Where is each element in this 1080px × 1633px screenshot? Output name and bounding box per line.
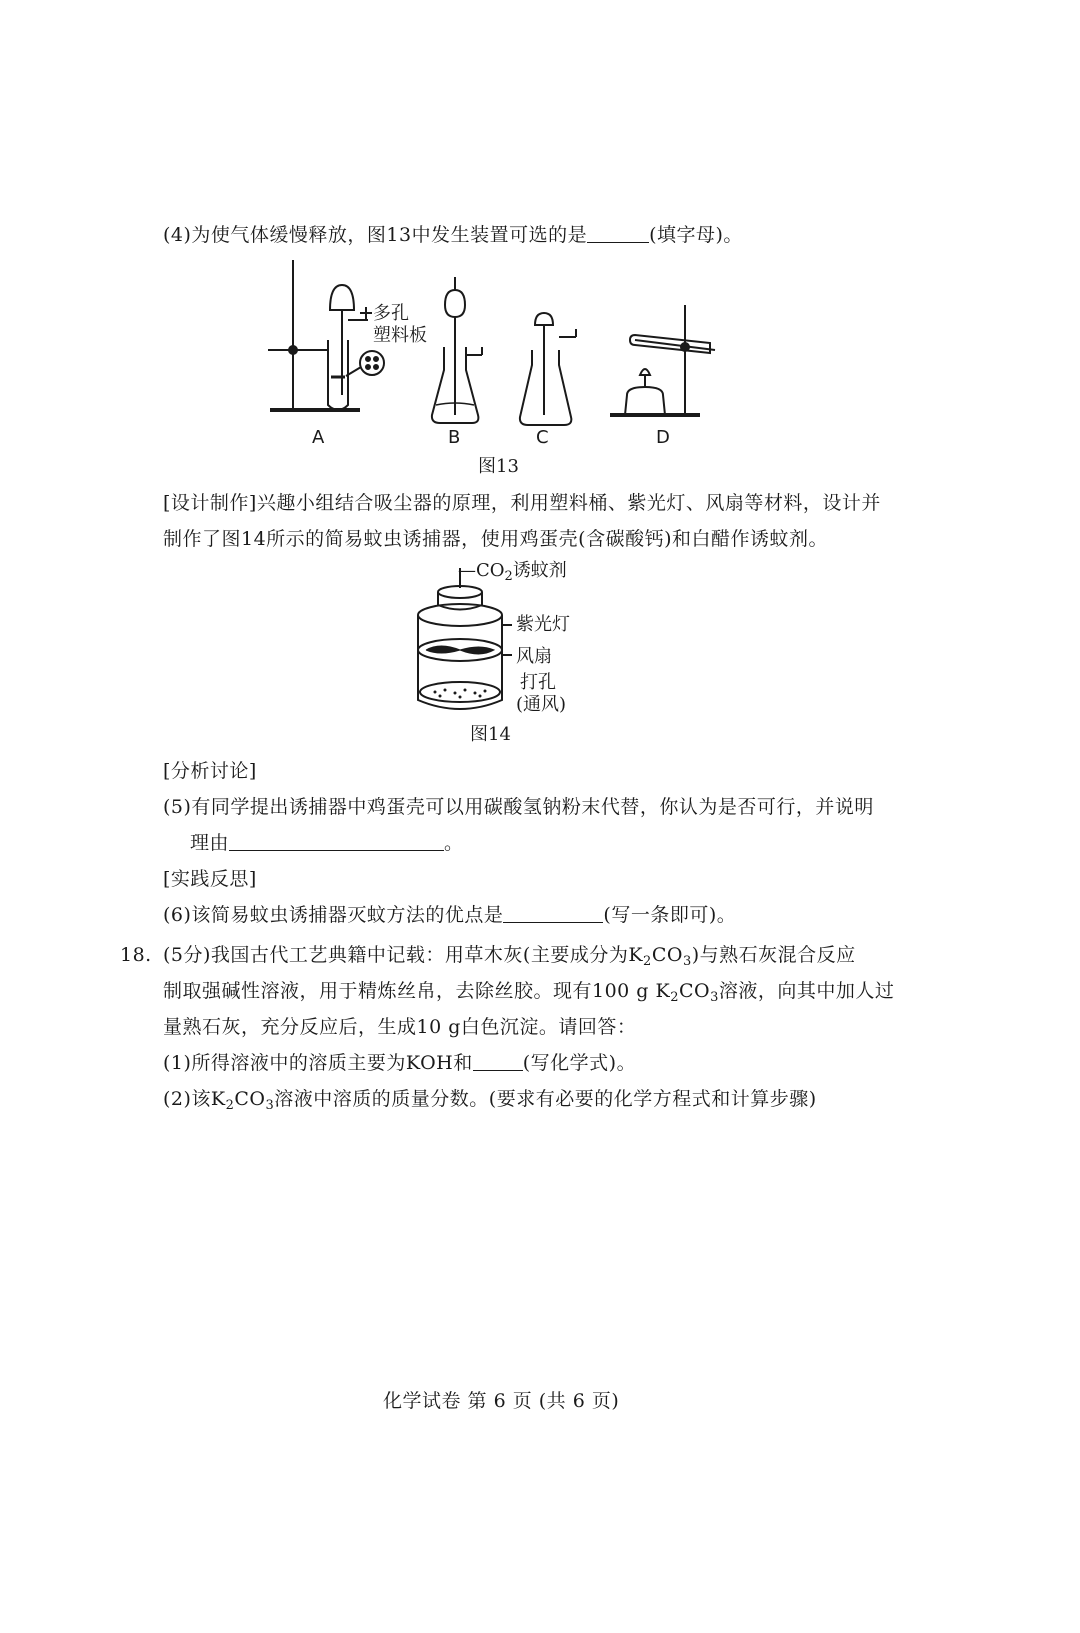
q18-l2-c: 溶液，向其中加人过: [718, 980, 895, 1002]
q5-end: 。: [444, 832, 464, 854]
fan-label: 风扇: [516, 646, 552, 667]
q4-line: [163, 222, 743, 248]
q18-p2-b: CO: [234, 1088, 266, 1110]
co2-label-subscript: 2: [504, 569, 513, 584]
label-d: D: [656, 427, 670, 448]
design-line-1: [163, 490, 881, 516]
q18-l2-sub1: 2: [670, 990, 679, 1005]
q4-hint: (填字母)。: [649, 224, 743, 246]
holes-label: 打孔: [520, 672, 556, 693]
q18-l1-c: )与熟石灰混合反应: [691, 944, 856, 966]
q18-p1-hint: (写化学式)。: [522, 1052, 637, 1074]
apparatus-b-drawing: [432, 277, 482, 423]
q18-number: 18.: [120, 944, 152, 966]
q18-l2-sub2: 3: [710, 990, 719, 1005]
design-line-2: 制作了图14所示的简易蚊虫诱捕器，使用鸡蛋壳(含碳酸钙)和白醋作诱蚊剂。: [163, 528, 829, 550]
uv-lamp-label: 紫光灯: [516, 614, 570, 635]
porous-label-line1: 多孔: [373, 303, 409, 324]
figure-13: [260, 255, 740, 475]
co2-label-text: —CO: [458, 560, 505, 581]
q18-line-1: [163, 942, 856, 971]
apparatus-a-drawing: [268, 260, 384, 410]
co2-attractant-label: [458, 560, 567, 584]
figure-14: [410, 560, 610, 720]
q18-p2-c: 溶液中溶质的质量分数。(要求有必要的化学方程式和计算步骤): [274, 1088, 817, 1110]
q18-l2-a: 制取强碱性溶液，用于精炼丝帛，去除丝胶。现有100 g K: [163, 980, 671, 1002]
q18-p1-answer-blank[interactable]: [473, 1052, 523, 1071]
q6-line: [163, 902, 736, 928]
figure-13-caption: 图13: [478, 456, 519, 477]
q5-line-2: [190, 830, 464, 856]
q18-p2-sub1: 2: [225, 1098, 235, 1113]
q18-p2-sub2: 3: [265, 1098, 275, 1113]
q6-hint: (写一条即可)。: [603, 904, 737, 926]
figure-14-drawing: [410, 560, 610, 720]
apparatus-c-drawing: [520, 313, 576, 425]
q4-text: (4)为使气体缓慢释放，图13中发生装置可选的是: [163, 224, 588, 246]
q18-part-2: [163, 1086, 817, 1115]
figure-14-caption: 图14: [470, 724, 511, 745]
q18-l1-sub1: 2: [643, 954, 652, 969]
vent-label: (通风): [516, 694, 567, 715]
reflection-heading: [实践反思]: [163, 868, 257, 890]
q18-p2-a: (2)该K: [163, 1088, 226, 1110]
porous-plate-label: [373, 303, 427, 347]
figure-13-drawing: [260, 255, 740, 455]
q4-answer-blank[interactable]: [587, 224, 649, 243]
q5-reason-label: 理由: [190, 832, 230, 854]
q18-l1-sub2: 3: [682, 954, 692, 969]
apparatus-d-drawing: [610, 305, 715, 415]
design-text-1: 兴趣小组结合吸尘器的原理，利用塑料桶、紫光灯、风扇等材料，设计并: [256, 492, 881, 514]
label-a: A: [312, 427, 325, 448]
q6-text: (6)该简易蚊虫诱捕器灭蚊方法的优点是: [163, 904, 504, 926]
q5-answer-blank[interactable]: [229, 832, 444, 851]
q6-answer-blank[interactable]: [503, 904, 603, 923]
design-heading: [设计制作]: [163, 492, 257, 514]
porous-label-line2: 塑料板: [373, 325, 427, 346]
q18-p1-text: (1)所得溶液中的溶质主要为KOH和: [163, 1052, 473, 1074]
co2-label-attractant: 诱蚊剂: [512, 560, 567, 581]
q18-l1-a: (5分)我国古代工艺典籍中记载：用草木灰(主要成分为K: [163, 944, 644, 966]
q18-line-2: [163, 978, 894, 1007]
q18-l1-b: CO: [651, 944, 683, 966]
label-b: B: [448, 427, 461, 448]
page-footer: 化学试卷 第 6 页 (共 6 页): [383, 1390, 620, 1412]
q18-l2-b: CO: [678, 980, 711, 1002]
analysis-heading: [分析讨论]: [163, 760, 257, 782]
label-c: C: [536, 427, 549, 448]
q18-line-3: 量熟石灰，充分反应后，生成10 g白色沉淀。请回答：: [163, 1016, 637, 1038]
q5-line-1: (5)有同学提出诱捕器中鸡蛋壳可以用碳酸氢钠粉末代替，你认为是否可行，并说明: [163, 796, 874, 818]
q18-part-1: [163, 1050, 636, 1076]
